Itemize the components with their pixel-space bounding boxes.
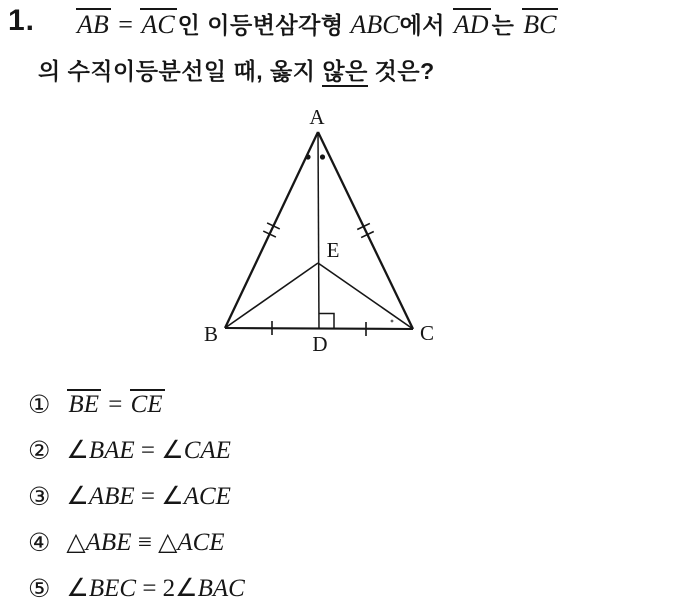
math-segment: △ [66,528,86,556]
vertex-label-d: D [312,332,328,355]
choice-expression-1 [66,389,165,419]
segment-be [225,263,318,328]
choice-marker-5: ⑤ [28,573,51,603]
math-segment: BAC [197,574,245,602]
korean-underlined-segment: 않은 [322,58,367,87]
math-segment: CAE [183,436,231,464]
overlined-math-segment: AB [77,10,109,39]
math-segment: ABE [88,482,135,510]
korean-text-segment: 것은? [367,58,435,84]
choice-expression-2 [66,438,231,463]
right-angle-mark [319,314,334,329]
choice-marker-2: ② [28,435,51,465]
answer-choices [28,381,245,608]
choice-marker-1: ① [28,389,51,419]
overlined-math-segment: BE [68,391,99,418]
korean-text-segment: 의 수직이등분선일 때, 옳지 [38,58,323,84]
problem-number: 1. [8,4,36,37]
overlined-math-segment: CE [130,391,163,418]
math-segment: ≡ [131,528,159,556]
choice-expression-5 [66,576,244,601]
math-segment: ∠ [66,482,89,510]
math-segment: ∠ [161,436,184,464]
problem-statement-line-1 [75,7,559,40]
math-segment: ∠ [66,574,89,602]
math-segment: ABE [85,528,132,556]
vertex-label-a: A [309,105,325,129]
side-ab [225,132,318,328]
math-segment: = [101,391,129,418]
vertex-label-b: B [203,322,219,346]
math-segment: = [134,482,162,510]
math-segment: ∠ [66,436,89,464]
triangle-diagram [185,105,445,355]
angle-dot-left [305,154,310,159]
korean-text-segment: 에서 [399,12,452,38]
overlined-math-segment: BC [523,10,557,39]
overlined-math-segment: AC [141,10,175,39]
math-segment: ACE [177,528,225,556]
math-segment: BAE [88,436,135,464]
choice-expression-4 [66,530,224,555]
choice-row-5 [28,565,245,608]
choice-expression-3 [66,484,231,509]
math-segment: △ [158,528,178,556]
math-segment: ∠ [161,482,184,510]
vertex-label-c: C [419,321,435,345]
choice-row-4 [28,519,245,565]
segment-ce [318,263,413,329]
vertex-label-e: E [326,238,340,262]
korean-text-segment: 인 이등변삼각형 [177,12,351,38]
math-segment: ∠ [175,574,198,602]
side-ac [318,132,413,329]
choice-row-2 [28,427,245,473]
choice-row-3 [28,473,245,519]
math-segment: = [134,436,162,464]
overlined-math-segment: AD [453,10,489,39]
angle-dot-right [320,154,325,159]
tiny-mark-near-c [391,320,394,323]
problem-statement-line-2 [38,53,435,86]
math-segment: = 2 [136,574,176,602]
math-segment: = [111,10,140,39]
choice-row-1 [28,381,245,427]
math-segment: ABC [350,10,400,39]
choice-marker-3: ③ [28,481,51,511]
segment-ad [318,132,319,329]
choice-marker-4: ④ [28,527,51,557]
math-segment: ACE [183,482,231,510]
korean-text-segment: 는 [491,12,522,38]
math-segment: BEC [88,574,137,602]
